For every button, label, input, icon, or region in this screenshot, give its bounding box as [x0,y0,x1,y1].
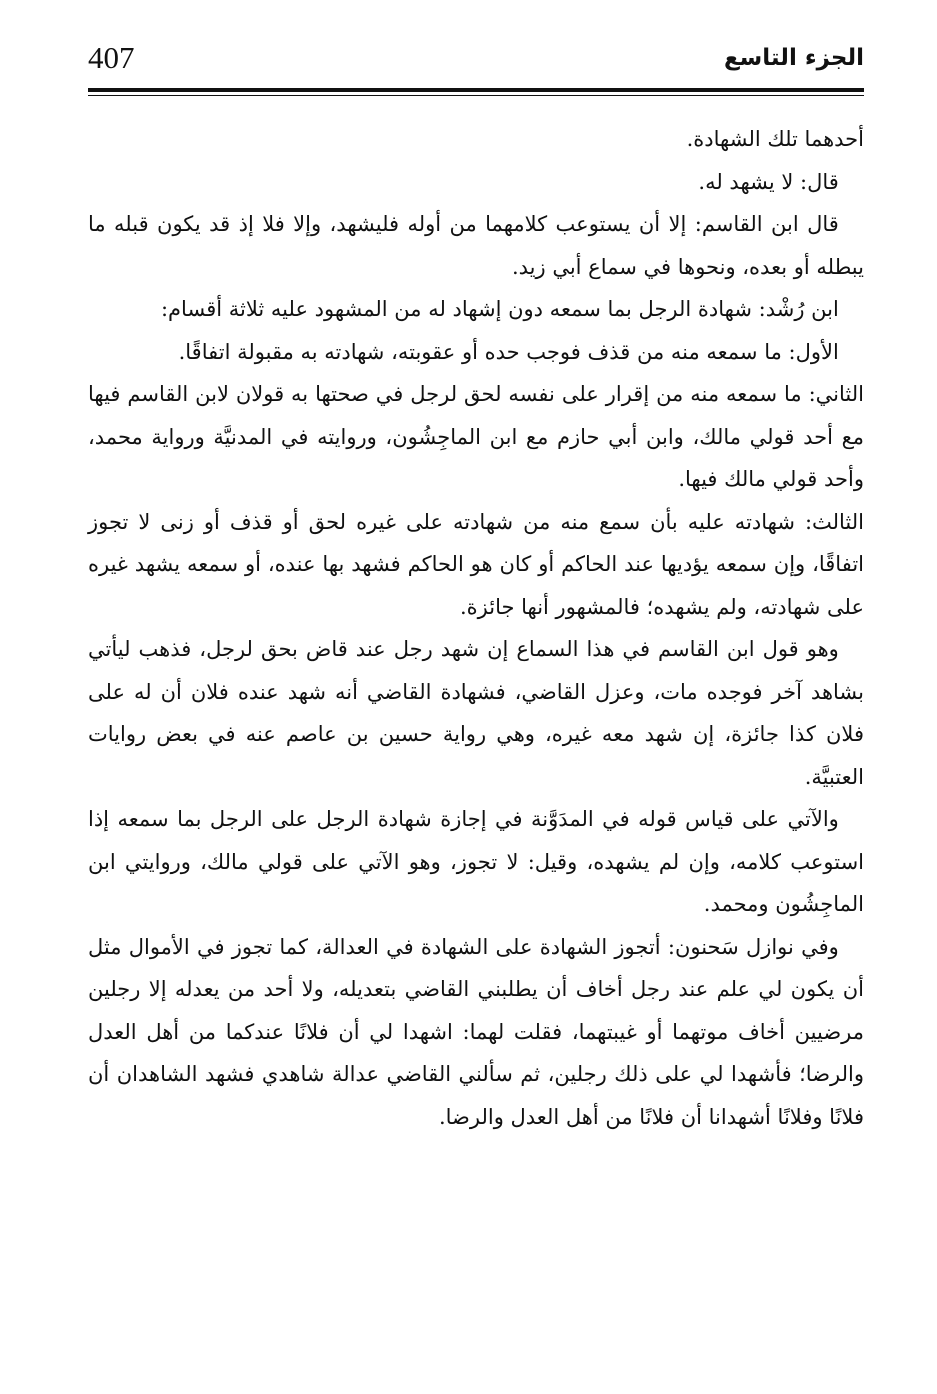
paragraph: أحدهما تلك الشهادة. [686,127,864,151]
running-title: الجزء التاسع [723,45,864,71]
page-header [88,38,864,90]
paragraph: وفي نوازل سَحنون: أتجوز الشهادة على الشهادة في العدالة، كما تجوز في الأموال مثل أن يكون لي علم عند رجل أخاف أن يطلبني القاضي بتعديله، ولا أحد من يعدله إلا رجلين مرضيين أخاف موتهما أو غيبتهما، فقلت لهما: اشهدا لي أن فلانًا عندكما من أهل العدل والرضا؛ فأشهدا لي على ذلك رجلين، ثم سألني القاضي عدالة شاهدي فشهد الشاهدان أن فلانًا وفلانًا أشهدانا أن فلانًا من أهل العدل والرضا. [88,934,864,1129]
paragraph: وهو قول ابن القاسم في هذا السماع إن شهد رجل عند قاض بحق لرجل، فذهب ليأتي بشاهد آخر فوجده مات، وعزل القاضي، فشهادة القاضي أنه شهد عنده فلان أن له على فلان كذا جائزة، إن شهد معه غيره، وهي رواية حسين بن عاصم عنه في بعض روايات العتبيَّة. [88,637,864,789]
paragraph: ابن رُشْد: شهادة الرجل بما سمعه دون إشهاد له من المشهود عليه ثلاثة أقسام: [160,297,839,321]
paragraph: قال: لا يشهد له. [698,169,839,194]
header-rule-thick [88,88,864,92]
paragraph: والآتي على قياس قوله في المدَوَّنة في إجازة شهادة الرجل على الرجل بما سمعه إذا استوعب كلامه، وإن لم يشهده، وقيل: لا تجوز، وهو الآتي على قولي مالك، وروايتي ابن الماجِشُون ومحمد. [88,807,864,916]
paragraph: الثاني: ما سمعه منه من إقرار على نفسه لحق لرجل في صحتها به قولان لابن القاسم فيها مع أحد قولي مالك، وابن أبي حازم مع ابن الماجِشُون، وروايته في المدنيَّة ورواية محمد، وأحد قولي مالك فيها. [88,382,864,491]
paragraph: الثالث: شهادته عليه بأن سمع منه من شهادته على غيره لحق أو قذف أو زنى لا تجوز اتفاقًا، وإن سمعه يؤديها عند الحاكم أو كان هو الحاكم فشهد بها عنده، أو سمعه يشهد غيره على شهادته، ولم يشهده؛ فالمشهور أنها جائزة. [88,509,864,619]
paragraph: الأول: ما سمعه منه من قذف فوجب حده أو عقوبته، شهادته به مقبولة اتفاقًا. [178,339,839,364]
header-rule-thin [88,95,864,96]
page-body [88,118,864,1138]
page-number: 407 [88,40,135,75]
paragraph: قال ابن القاسم: إلا أن يستوعب كلامهما من أوله فليشهد، وإلا فلا إذ قد يكون قبله ما يبطله أو بعده، ونحوها في سماع أبي زيد. [88,212,864,279]
